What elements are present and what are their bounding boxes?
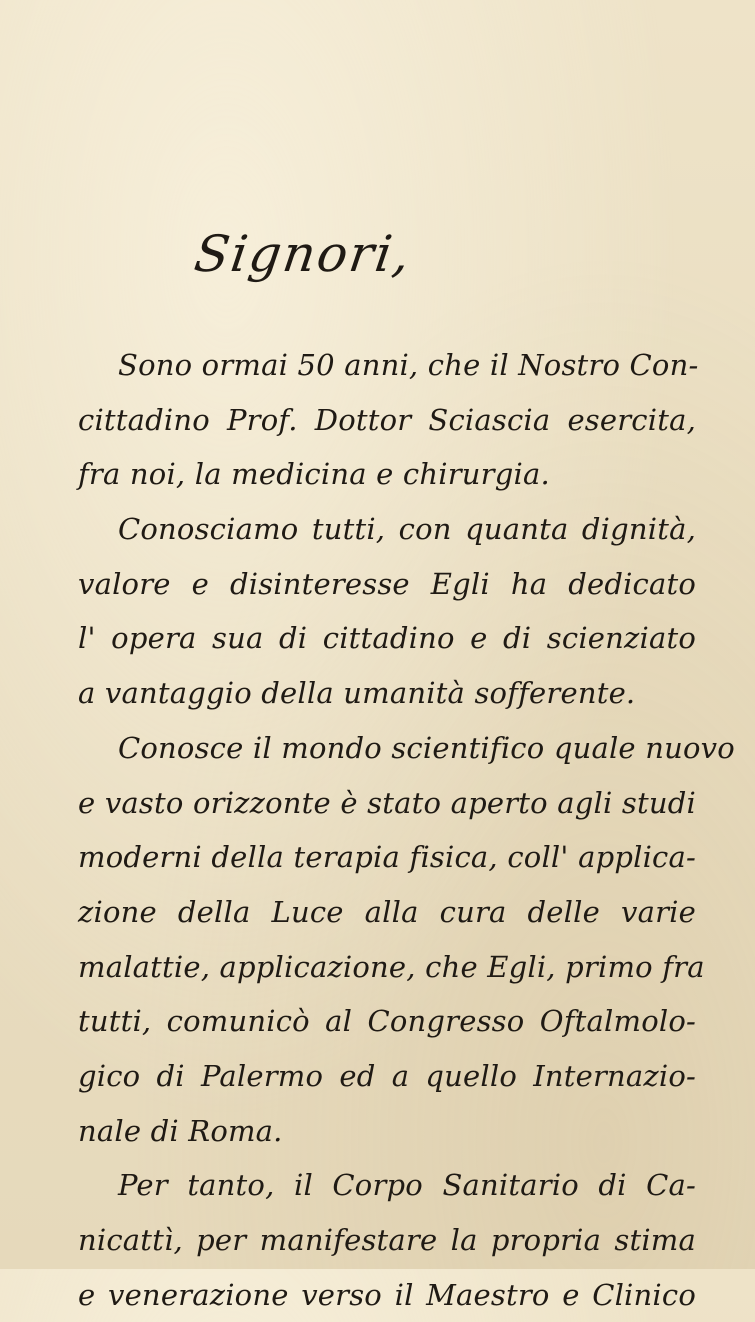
text-line: e vasto orizzonte è stato aperto agli studi bbox=[78, 785, 696, 820]
text-line: valore e disinteresse Egli ha dedicato bbox=[78, 566, 696, 601]
text-line: a vantaggio della umanità sofferente. bbox=[78, 676, 636, 711]
text-line: gico di Palermo ed a quello Internazio- bbox=[78, 1058, 696, 1093]
text-line: tutti, comunicò al Congresso Oftalmolo- bbox=[78, 1004, 696, 1039]
text-line: Per tanto, il Corpo Sanitario di Ca- bbox=[118, 1168, 696, 1203]
text-line: l' opera sua di cittadino e di scienziato bbox=[78, 621, 696, 656]
text-line: Sono ormai 50 anni, che il Nostro Con- bbox=[118, 348, 699, 382]
text-line: malattie, applicazione, che Egli, primo fra bbox=[78, 949, 705, 984]
text-line: e venerazione verso il Maestro e Clinico bbox=[78, 1277, 696, 1312]
text-line: nicattì, per manifestare la propria stima bbox=[78, 1223, 696, 1257]
text-line: cittadino Prof. Dottor Sciascia esercita, bbox=[78, 402, 696, 437]
text-line: zione della Luce alla cura delle varie bbox=[78, 894, 696, 929]
text-line: moderni della terapia fisica, coll' applica- bbox=[78, 840, 696, 875]
letter-body bbox=[78, 338, 735, 1322]
salutation: Signori, bbox=[190, 225, 416, 283]
text-line: nale di Roma. bbox=[78, 1113, 283, 1148]
text-line: Conosce il mondo scientifico quale nuovo bbox=[118, 730, 735, 765]
text-line: Conosciamo tutti, con quanta dignità, bbox=[118, 512, 696, 547]
text-line: fra noi, la medicina e chirurgia. bbox=[78, 457, 550, 492]
